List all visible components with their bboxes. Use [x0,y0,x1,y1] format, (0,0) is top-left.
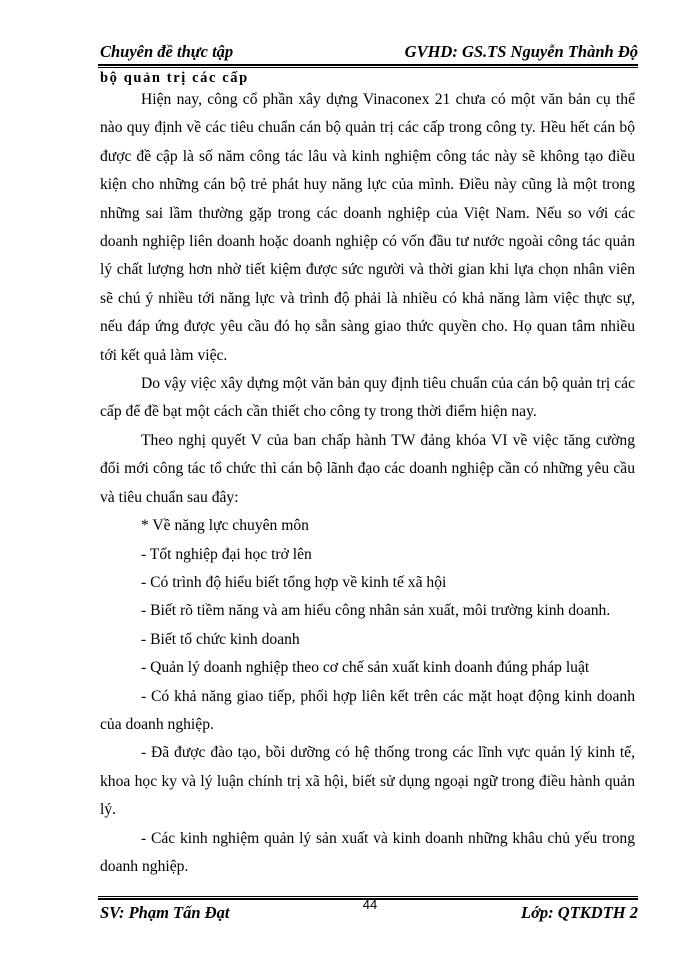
list-item: - Có khả năng giao tiếp, phối hợp liên kết trên các mặt hoạt động kinh doanh của doanh nghiệp. [100,687,635,733]
list-item: - Tốt nghiệp đại học trở lên [141,545,312,563]
list-item: - Đã được đào tạo, bồi dưỡng có hệ thống trong các lĩnh vực quản lý kinh tế, khoa học ky và lý luận chính trị xã hội, biết sử dụng ngoại ngữ trong điều hành quản lý. [100,744,635,819]
list-item: - Các kinh nghiệm quản lý sản xuất và kinh doanh những khâu chủ yếu trong doanh nghiệp. [100,829,635,875]
header-supervisor: GVHD: GS.TS Nguyễn Thành Độ [404,42,638,61]
footer-class: Lớp: QTKDTH 2 [520,903,638,922]
list-item: - Có trình độ hiểu biết tổng hợp về kinh tế xã hội [141,573,447,591]
paragraph: Do vậy việc xây dựng một văn bản quy định tiêu chuẩn của cán bộ quản trị các cấp để đề bạt một cách cần thiết cho công ty trong thời điểm hiện nay. [100,375,635,421]
footer-student: SV: Phạm Tấn Đạt [100,903,230,922]
list-item: - Quản lý doanh nghiệp theo cơ chế sản xuất kinh doanh đúng pháp luật [141,659,590,677]
list-item: - Biết tổ chức kinh doanh [141,630,300,648]
header-document-type: Chuyên đề thực tập [100,42,234,61]
list-item: - Biết rõ tiềm năng và am hiểu công nhân sản xuất, môi trường kinh doanh. [141,602,611,620]
body-text [100,86,635,881]
paragraph: Theo nghị quyết V của ban chấp hành TW đảng khóa VI về việc tăng cường đổi mới công tác tổ chức thì cán bộ lãnh đạo các doanh nghiệp cần có những yêu cầu và tiêu chuẩn sau đây: [100,431,635,506]
section-heading: bộ quản trị các cấp [100,70,249,86]
list-item: * Về năng lực chuyên môn [141,517,309,535]
page-header [100,40,638,64]
paragraph: Hiện nay, công cổ phần xây dựng Vinaconex 21 chưa có một văn bản cụ thể nào quy định về các tiêu chuẩn cán bộ quản trị các cấp trong công ty. Hều hết cán bộ được đề cập là số năm công tác lâu và kinh nghiệm công tác này sẽ không tạo điều kiện cho những cán bộ trẻ phát huy năng lực của mình. Điều này cũng là một trong những sai lầm thường gặp trong các doanh nghiệp của Việt Nam. Nếu so với các doanh nghiệp liên doanh hoặc doanh nghiệp có vốn đầu tư nước ngoài công tác quản lý chất lượng hơn nhờ tiết kiệm được sức người và thời gian khi lựa chọn nhân viên sẽ chú ý nhiều tới năng lực và trình độ phải là nhiều có khả năng làm việc thực sự, nếu đáp ứng được yêu cầu đó họ sẵn sàng giao thức quyền cho. Họ quan tâm nhiều tới kết quả làm việc. [100,91,635,364]
page-number: 44 [362,897,378,912]
